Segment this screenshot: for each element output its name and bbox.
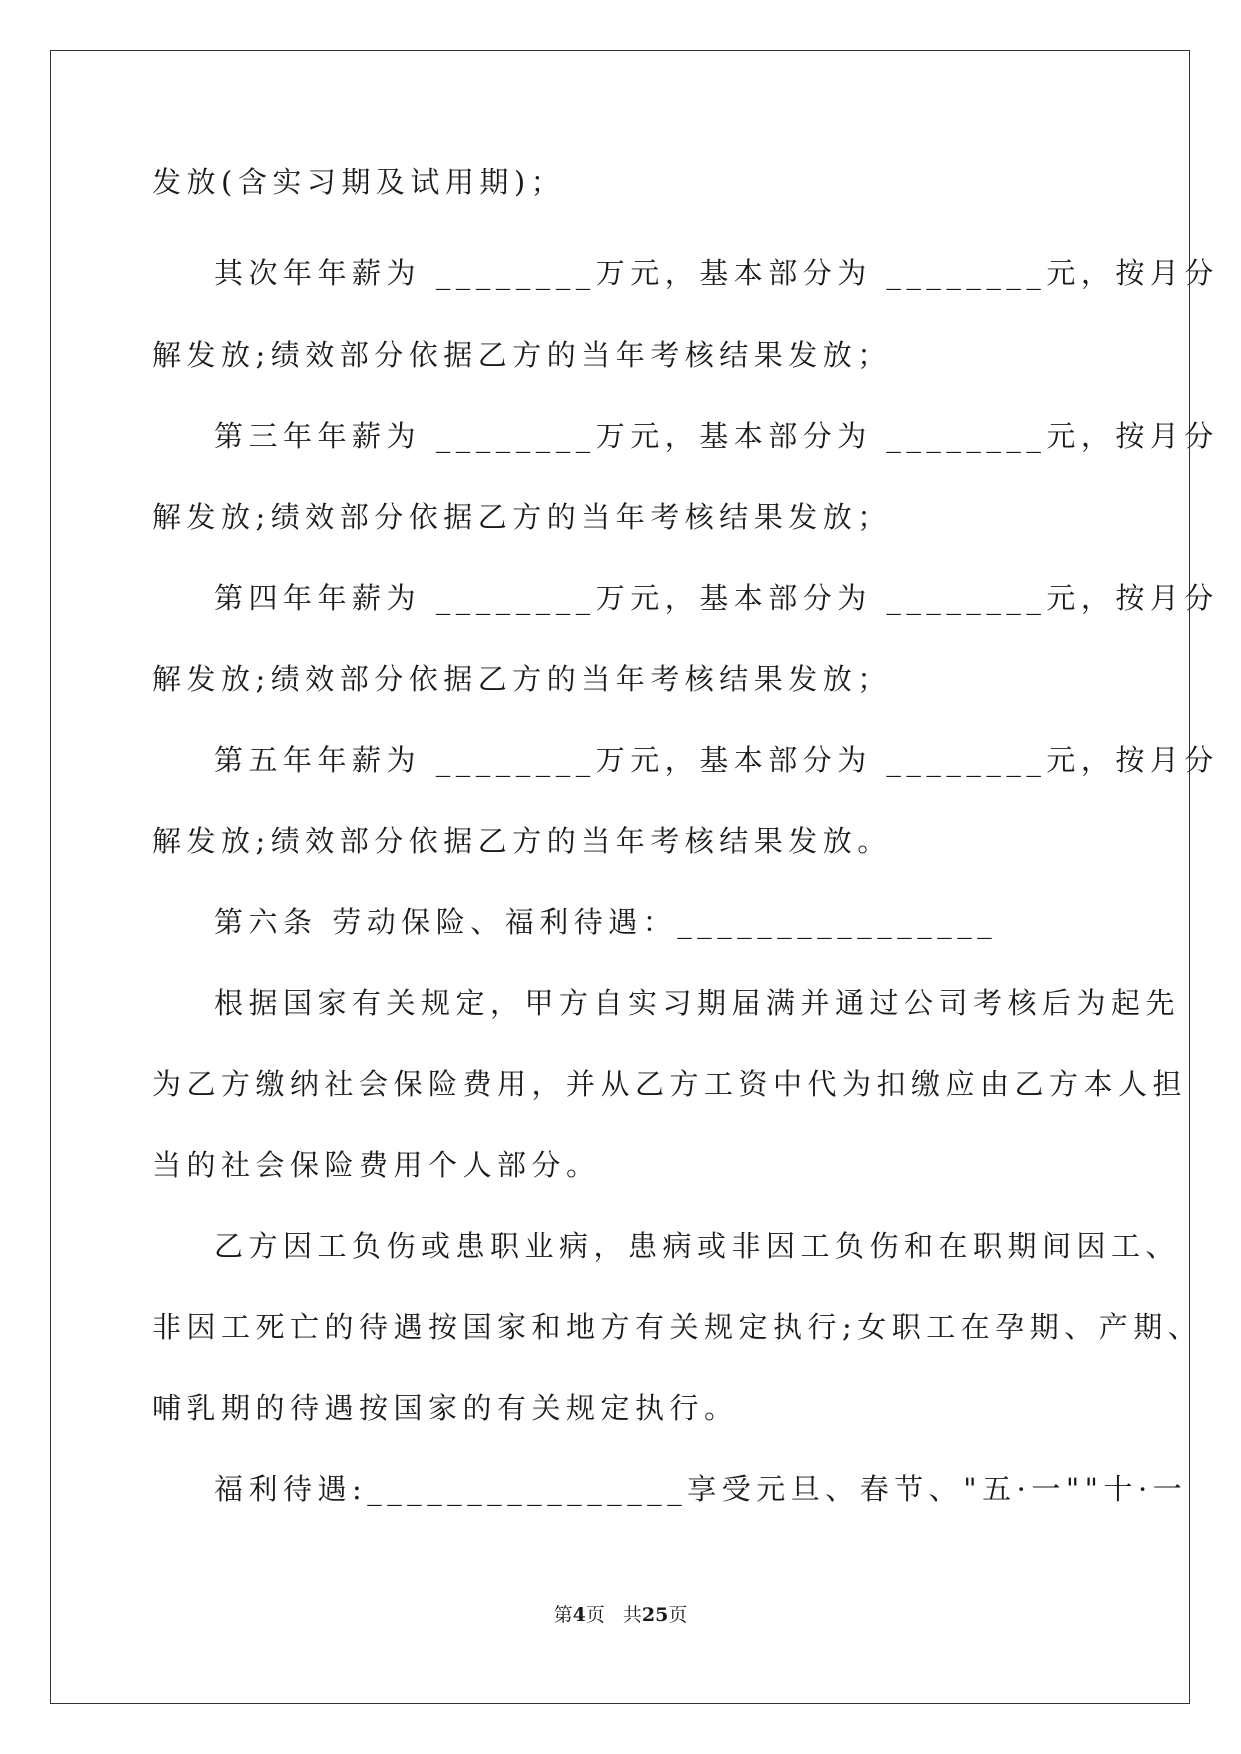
text-line: 为乙方缴纳社会保险费用，并从乙方工资中代为扣缴应由乙方本人担 <box>152 1067 1188 1101</box>
text-line: 其次年年薪为 ________万元，基本部分为 ________元，按月分 <box>214 256 1219 290</box>
page-number: 4 <box>572 1604 586 1626</box>
text-line: 解发放;绩效部分依据乙方的当年考核结果发放。 <box>152 824 892 858</box>
text-line: 当的社会保险费用个人部分。 <box>152 1148 601 1182</box>
total-prefix: 共 <box>622 1604 642 1626</box>
text-line: 发放(含实习期及试用期)； <box>152 165 566 199</box>
section-heading: 第六条 劳动保险、福利待遇：________________ <box>214 905 998 939</box>
text-line: 解发放;绩效部分依据乙方的当年考核结果发放； <box>152 338 892 372</box>
text-line: 福利待遇:________________享受元旦、春节、"五·一""十·一 <box>214 1472 1188 1506</box>
text-line: 乙方因工负伤或患职业病，患病或非因工负伤和在职期间因工、 <box>214 1229 1181 1263</box>
text-line: 第四年年薪为 ________万元，基本部分为 ________元，按月分 <box>214 581 1219 615</box>
text-line: 第五年年薪为 ________万元，基本部分为 ________元，按月分 <box>214 743 1219 777</box>
text-line: 第三年年薪为 ________万元，基本部分为 ________元，按月分 <box>214 419 1219 453</box>
page-footer <box>0 1600 1241 1627</box>
page-suffix: 页 <box>585 1604 605 1626</box>
text-line: 非因工死亡的待遇按国家和地方有关规定执行;女职工在孕期、产期、 <box>152 1310 1203 1344</box>
total-suffix: 页 <box>668 1604 688 1626</box>
total-pages: 25 <box>641 1604 669 1626</box>
text-line: 哺乳期的待遇按国家的有关规定执行。 <box>152 1391 739 1425</box>
page-prefix: 第 <box>553 1604 573 1626</box>
page-frame <box>50 50 1190 1704</box>
text-line: 解发放;绩效部分依据乙方的当年考核结果发放； <box>152 500 892 534</box>
text-line: 解发放;绩效部分依据乙方的当年考核结果发放； <box>152 662 892 696</box>
text-line: 根据国家有关规定，甲方自实习期届满并通过公司考核后为起先 <box>214 986 1181 1020</box>
